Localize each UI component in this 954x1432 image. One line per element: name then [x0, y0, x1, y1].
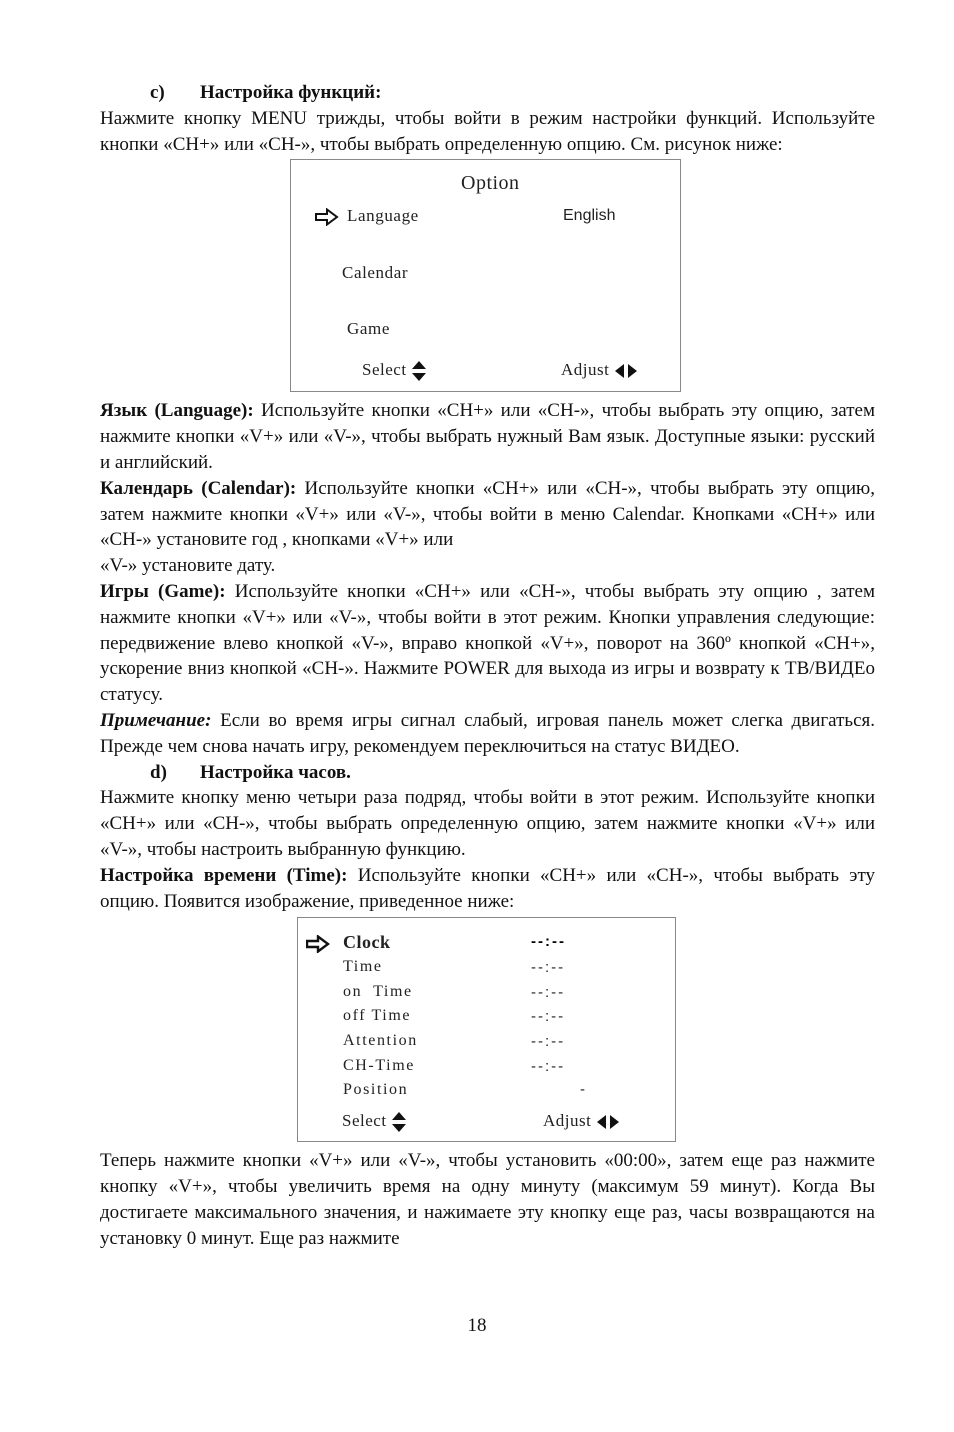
language-text: Используйте кнопки «CH+» или «CH-», чтобы выбрать эту опцию, затем нажмите кнопки «V+» или «V-», чтобы выбрать нужный Вам язык. Доступные языки: русский и английский. — [100, 400, 876, 473]
time-text: Используйте кнопки «CH+» или «CH-», чтобы выбрать эту опцию. Появится изображение, приведенное ниже: — [100, 864, 875, 912]
option-select-hint — [362, 360, 427, 382]
up-down-arrows-icon — [391, 1111, 407, 1133]
clock-adjust-label: Adjust — [543, 1111, 592, 1131]
section-c-intro: Нажмите кнопку MENU трижды, чтобы войти в режим настройки функций. Используйте кнопки «CH+» или «CH-», чтобы выбрать определенную опцию. См. рисунок ниже: — [100, 107, 875, 155]
on-time-row-value: --:-- — [531, 984, 566, 1002]
option-select-label: Select — [362, 360, 407, 380]
option-item-calendar: Calendar — [342, 263, 409, 283]
off-time-row-label: off Time — [343, 1007, 412, 1025]
section-c-title: Настройка функций: — [200, 82, 382, 103]
section-c-heading — [150, 80, 875, 106]
time-paragraph — [100, 863, 875, 915]
time-term: Настройка времени (Time): — [100, 864, 348, 886]
option-adjust-hint — [561, 360, 638, 380]
closing-paragraph: Теперь нажмите кнопки «V+» или «V-», чтобы установить «00:00», затем еще раз нажмите кнопку «V+», чтобы увеличить время на одну минуту (максимум 59 минут). Когда Вы достигаете максимального значения, и нажимаете эту кнопку еще раз, часы возвращаются на установку 0 минут. Еще раз нажмите — [100, 1150, 875, 1249]
clock-adjust-hint — [543, 1111, 620, 1131]
language-term: Язык (Language): — [100, 400, 254, 422]
off-time-row-value: --:-- — [531, 1008, 566, 1026]
option-language-value: English — [563, 207, 616, 225]
ch-time-row-value: --:-- — [531, 1058, 566, 1076]
clock-row-value: --:-- — [531, 933, 566, 951]
arrow-pointer-icon — [306, 935, 330, 953]
calendar-paragraph-end: «V-» установите дату. — [100, 555, 276, 577]
ch-time-row-label: CH-Time — [343, 1057, 415, 1075]
on-time-row-label: on Time — [343, 983, 413, 1001]
time-row-value: --:-- — [531, 959, 566, 977]
language-paragraph — [100, 398, 875, 475]
section-d-letter: d) — [150, 761, 167, 783]
game-text: Используйте кнопки «CH+» или «CH-», чтобы выбрать эту опцию , затем нажмите кнопки «V+» или «V-», чтобы войти в этот режим. Кнопки управления следующие: передвижение влево кнопкой «V-», вправо кнопкой «V+», поворот на 360º кнопкой «CH+», ускорение вниз кнопкой «CH-». Нажмите POWER для выхода из игры и возврату к ТВ/ВИДЕо статусу. — [100, 580, 875, 706]
section-c-letter: c) — [150, 82, 165, 103]
clock-select-label: Select — [342, 1111, 387, 1131]
attention-row-label: Attention — [343, 1032, 418, 1050]
note-paragraph — [100, 708, 875, 760]
option-menu-title: Option — [461, 172, 520, 195]
left-right-arrows-icon — [614, 363, 638, 379]
time-row-label: Time — [343, 958, 383, 976]
attention-row-value: --:-- — [531, 1033, 566, 1051]
note-term: Примечание: — [100, 709, 212, 731]
option-menu-figure — [290, 159, 681, 392]
arrow-pointer-icon — [315, 208, 339, 226]
game-paragraph — [100, 579, 875, 708]
position-row-label: Position — [343, 1081, 409, 1099]
option-adjust-label: Adjust — [561, 360, 610, 380]
game-term: Игры (Game): — [100, 580, 226, 602]
section-d-title: Настройка часов. — [200, 761, 351, 783]
left-right-arrows-icon — [596, 1114, 620, 1130]
option-item-game: Game — [347, 319, 390, 339]
calendar-paragraph — [100, 476, 875, 553]
section-d-heading — [150, 760, 875, 786]
page-number: 18 — [467, 1315, 487, 1336]
up-down-arrows-icon — [411, 360, 427, 382]
clock-select-hint — [342, 1111, 407, 1133]
section-d-intro: Нажмите кнопку меню четыри раза подряд, чтобы войти в этот режим. Используйте кнопки «CH+» или «CH-», чтобы выбрать определенную опцию, затем нажмите кнопки «V+» или «V-», чтобы настроить выбранную функцию. — [100, 787, 875, 860]
calendar-term: Календарь (Calendar): — [100, 477, 297, 499]
option-item-language: Language — [347, 206, 419, 226]
clock-menu-figure — [297, 917, 676, 1142]
calendar-text: Используйте кнопки «CH+» или «CH-», чтобы выбрать эту опцию, затем нажмите кнопки «V+» или «V-», чтобы войти в меню Calendar. Кнопками «CH+» или «CH-» установите год , кнопками «V+» или — [100, 477, 875, 551]
note-text: Если во время игры сигнал слабый, игровая панель может слегка двигаться. Прежде чем снова начать игру, рекомендуем переключиться на статус ВИДЕО. — [100, 709, 875, 757]
clock-row-label: Clock — [343, 932, 391, 953]
position-row-value: - — [580, 1081, 587, 1099]
page-content — [100, 80, 875, 1252]
